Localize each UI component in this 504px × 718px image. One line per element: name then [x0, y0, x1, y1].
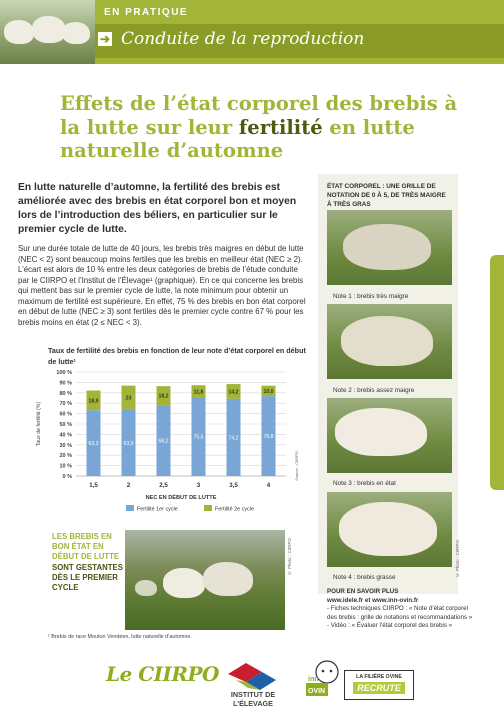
legend-swatch: [204, 505, 212, 511]
more-info-item-1: - Fiches techniques CIIRPO : « Note d’état corporel des brebis : grille de notations et recommandations »: [327, 605, 473, 621]
y-tick-label: 40 %: [59, 432, 72, 439]
y-tick-label: 30 %: [59, 442, 72, 449]
chart-title: Taux de fertilité des brebis en fonction de leur note d’état corporel en début de lutte¹: [48, 346, 306, 366]
body-paragraph: Sur une durée totale de lutte de 40 jours, les brebis très maigres en début de lutte (NEC < 2) sont beaucoup moins fertiles que les brebis en meilleur état (NEC ≥ 2). L’écart est alors de 10 % entre les deux catégories de brebis de l’étude conduite par le CIIRPO et l’Institut de l’Élevage¹ (graphique). En ce qui concerne les brebis qui mettent bas sur le premier cycle de lutte, la note minimum pour obtenir un maximum de fertilité est supérieure. En effet, 75 % des brebis en bon état corporel en début de lutte (NEC ≥ 3) sont fertiles dès le premier cycle contre 67 % pour les brebis moins en état (2 ≤ NEC < 3).: [18, 244, 306, 327]
page-edge-tab: [490, 255, 504, 490]
x-tick-label: 3,5: [229, 482, 238, 489]
recrute-line-1: LA FILIÈRE OVINE: [356, 674, 402, 680]
callout: [52, 532, 124, 593]
more-info: [327, 588, 477, 631]
bar-value-label: 63,3: [88, 441, 99, 448]
y-axis-label: Taux de fertilité (%): [36, 401, 42, 447]
inn-ovin-text-1: inn: [308, 676, 319, 683]
sheep-field-photo: [125, 530, 285, 630]
arrow-right-icon: ➔: [99, 32, 111, 46]
bar-value-label: 68,2: [158, 438, 169, 445]
y-tick-label: 90 %: [59, 380, 72, 387]
title-highlight: fertilité: [238, 115, 323, 139]
body-text: [18, 244, 308, 328]
inn-ovin-text-2: OVIN: [308, 688, 326, 695]
note-3-photo: [327, 398, 452, 473]
bar-value-label: 11,8: [193, 389, 204, 396]
y-tick-label: 10 %: [59, 463, 72, 470]
more-info-urls: www.idele.fr et www.inn-ovin.fr: [327, 596, 419, 604]
idele-logo-line-2: L’ÉLEVAGE: [233, 699, 273, 708]
chart-source: Source : CIIRPO: [294, 451, 299, 481]
note-2-label: Note 2 : brebis assez maigre: [333, 387, 415, 394]
recrute-logo: [344, 670, 414, 700]
bar-value-label: 18,9: [88, 398, 99, 405]
y-tick-label: 70 %: [59, 401, 72, 408]
y-tick-label: 60 %: [59, 411, 72, 418]
bar-value-label: 23: [125, 395, 132, 402]
bar-value-label: 75,5: [193, 434, 204, 441]
bar-value-label: 76,8: [263, 434, 274, 441]
kicker-label: EN PRATIQUE: [104, 7, 189, 18]
callout-line-1: LES BREBIS EN BON ÉTAT EN DÉBUT DE LUTTE: [52, 532, 120, 562]
note-3-label: Note 3 : brebis en état: [333, 480, 396, 487]
x-tick-label: 1,5: [89, 482, 98, 489]
callout-line-2: SONT GESTANTES DÈS LE PREMIER CYCLE: [52, 562, 123, 593]
legend-label: Fertilité 1er cycle: [137, 506, 178, 513]
footnote: ¹ Brebis de race Mouton Vendéen, lutte naturelle d’automne.: [48, 634, 192, 640]
x-tick-label: 3: [196, 482, 201, 489]
side-panel-heading: ÉTAT CORPOREL : UNE GRILLE DE NOTATION DE 0 À 5, DE TRÈS MAIGRE À TRÈS GRAS: [327, 183, 446, 208]
x-tick-label: 2,5: [159, 482, 168, 489]
fertility-chart: [18, 368, 308, 518]
title-part-2: en lutte naturelle d’automne: [60, 115, 415, 162]
side-photo-credit: © Photo : CIIRPO: [455, 540, 460, 578]
note-4-label: Note 4 : brebis grasse: [333, 574, 396, 581]
x-axis-label: NEC EN DÉBUT DE LUTTE: [145, 495, 217, 501]
bar-value-label: 14,2: [228, 389, 239, 396]
y-tick-label: 0 %: [62, 474, 72, 480]
recrute-line-2: RECRUTE: [353, 682, 405, 694]
y-tick-label: 100 %: [56, 370, 72, 376]
photo-credit: © Photo : CIIRPO: [287, 538, 292, 576]
y-tick-label: 50 %: [59, 422, 72, 428]
more-info-heading: POUR EN SAVOIR PLUS: [327, 588, 399, 595]
bar-value-label: 74,2: [228, 435, 239, 442]
legend-swatch: [126, 505, 134, 511]
title-part-1: Effets de l’état corporel des brebis à la lutte sur leur: [60, 92, 458, 139]
note-1-photo: [327, 210, 452, 285]
page-header: [0, 0, 504, 64]
section-title: Conduite de la reproduction: [121, 29, 365, 49]
idele-logo-line-1: INSTITUT DE: [230, 690, 276, 699]
ciirpo-logo: Le CIIRPO: [106, 662, 219, 686]
y-tick-label: 80 %: [59, 390, 72, 397]
note-4-photo: [327, 492, 452, 567]
article-title: [60, 92, 475, 163]
note-1-label: Note 1 : brebis très maigre: [333, 293, 409, 300]
note-2-photo: [327, 304, 452, 379]
header-sheep-photo: [0, 0, 95, 64]
bar-value-label: 63,9: [123, 440, 134, 447]
x-tick-label: 4: [266, 482, 271, 489]
more-info-item-2: - Vidéo : « Évaluer l’état corporel des brebis »: [327, 622, 453, 629]
lead-paragraph: En lutte naturelle d’automne, la fertilité des brebis est améliorée avec des brebis en état corporel bon et moyen lors de l’introduction des béliers, en particulier sur le premier cycle de lutte.: [18, 182, 297, 235]
y-tick-label: 20 %: [59, 453, 72, 460]
legend-label: Fertilité 2e cycle: [215, 506, 254, 513]
inn-ovin-logo-icon: [305, 658, 345, 698]
x-tick-label: 2: [126, 482, 131, 489]
bar-value-label: 10,0: [263, 388, 274, 395]
bar-value-label: 18,2: [158, 393, 169, 400]
